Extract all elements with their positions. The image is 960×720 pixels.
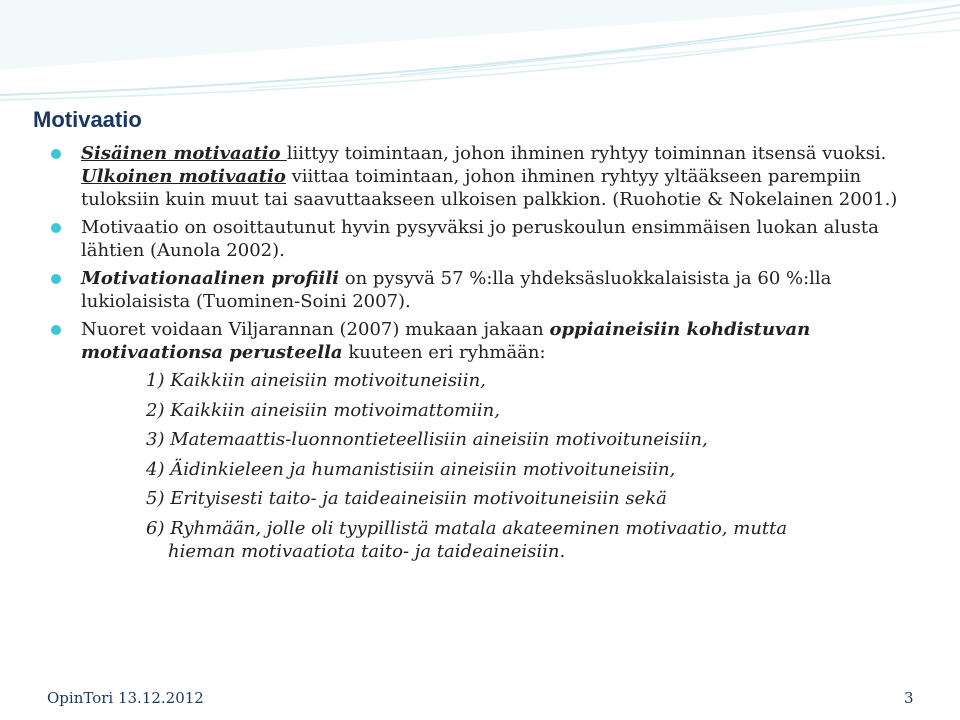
bullet-item: [50, 267, 925, 313]
bullet-item: [50, 216, 925, 262]
term-oppiaineisiin-kohdistuva: oppiaineisiin kohdistuvan motivaationsa perusteella: [81, 319, 811, 363]
group-list-item: [146, 517, 925, 563]
slide-content: [50, 142, 925, 563]
bullet-text-part: on pysyvä 57 %:lla yhdeksäsluokkalaisista ja 60 %:lla lukiolaisista (Tuominen-Soini 2007).: [81, 268, 832, 312]
term-ulkoinen-motivaatio: Ulkoinen motivaatio: [81, 166, 286, 187]
footer-date: OpinTori 13.12.2012: [47, 689, 204, 707]
page-number: 3: [904, 689, 914, 707]
group-list-item: 3) Matemaattis-luonnontieteellisiin aineisiin motivoituneisiin,: [146, 429, 708, 450]
bullet-text-part: kuuteen eri ryhmään:: [342, 342, 546, 363]
bullet-text: [81, 268, 831, 312]
group-list-item: 4) Äidinkieleen ja humanistisiin aineisiin motivoituneisiin,: [146, 458, 676, 480]
bullet-text: [81, 143, 897, 210]
group-list-item: 1) Kaikkiin aineisiin motivoituneisiin,: [146, 370, 486, 391]
group-list-item: 2) Kaikkiin aineisiin motivoimattomiin,: [146, 399, 500, 421]
bullet-text-part: viittaa toimintaan, johon ihminen ryhtyy yltääkseen parempiin tuloksiin kuin muut tai saavuttaakseen ulkoisen palkkion. (Ruohotie & Nokelainen 2001.): [81, 166, 898, 210]
bullet-dot-icon: [51, 274, 61, 284]
bullet-text-part: liittyy toimintaan, johon ihminen ryhtyy toiminnan itsensä vuoksi.: [286, 143, 887, 164]
bullet-dot-icon: [51, 325, 61, 335]
term-motivationaalinen-profiili: Motivationaalinen profiili: [81, 268, 340, 289]
group-list: [146, 369, 925, 563]
bullet-item: [50, 142, 925, 211]
bullet-text-part: Nuoret voidaan Viljarannan (2007) mukaan jakaan: [81, 319, 550, 340]
slide-title: Motivaatio: [33, 107, 142, 132]
header-swoosh-decoration: [0, 0, 960, 110]
bullet-dot-icon: [51, 223, 61, 233]
bullet-item: [50, 318, 925, 364]
bullet-text: Motivaatio on osoittautunut hyvin pysyväksi jo peruskoulun ensimmäisen luokan alusta lähtien (Aunola 2002).: [81, 217, 879, 261]
group-list-item-line: 6) Ryhmään, jolle oli tyypillistä matala akateeminen motivaatio, mutta: [146, 517, 788, 539]
group-list-item: 5) Erityisesti taito- ja taideaineisiin motivoituneisiin sekä: [146, 488, 667, 509]
term-sisainen-motivaatio: Sisäinen motivaatio: [81, 143, 287, 164]
group-list-item-line: hieman motivaatiota taito- ja taideaineisiin.: [168, 540, 566, 562]
bullet-dot-icon: [51, 149, 61, 159]
bullet-text: [81, 319, 810, 363]
